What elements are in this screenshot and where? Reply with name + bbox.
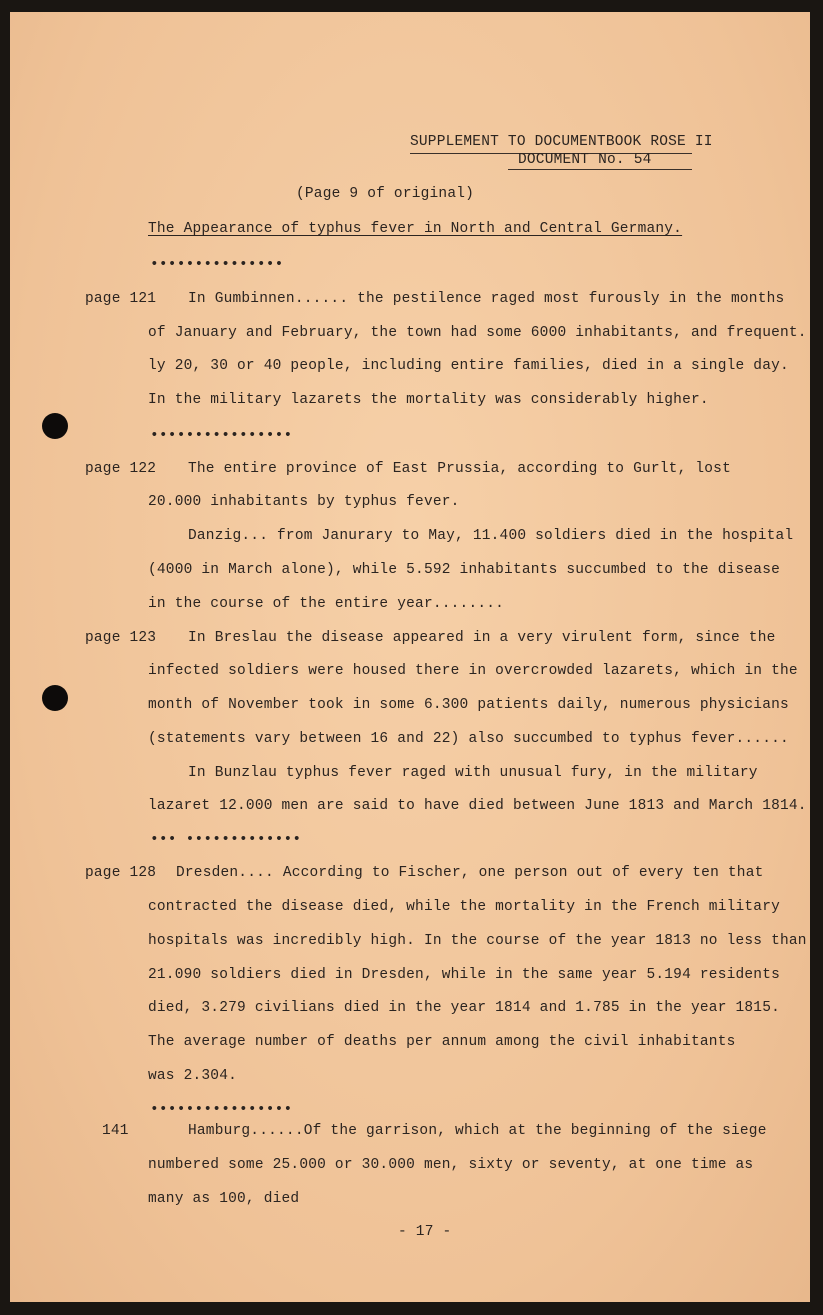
page-reference: (Page 9 of original) (296, 186, 475, 202)
separator: •••••••••••••••• (150, 428, 293, 444)
page-ref-123: page 123 (85, 630, 157, 646)
header-rule (508, 169, 692, 170)
separator: ••• ••••••••••••• (150, 832, 302, 848)
text-line: Danzig... from Janurary to May, 11.400 soldiers died in the hospital (188, 528, 794, 544)
page-number: - 17 - (398, 1224, 452, 1240)
separator: ••••••••••••••• (150, 257, 284, 273)
page-ref-128: page 128 (85, 865, 157, 881)
separator: •••••••••••••••• (150, 1102, 293, 1118)
header-line-1: SUPPLEMENT TO DOCUMENTBOOK ROSE II (410, 134, 713, 150)
document-page (10, 12, 810, 1302)
text-line: of January and February, the town had some 6000 inhabitants, and frequent. (148, 325, 807, 341)
text-line: (4000 in March alone), while 5.592 inhabitants succumbed to the disease (148, 562, 781, 578)
text-line: 20.000 inhabitants by typhus fever. (148, 494, 460, 510)
text-line: The entire province of East Prussia, according to Gurlt, lost (188, 461, 731, 477)
header-line-2: DOCUMENT No. 54 (518, 152, 652, 168)
text-line: month of November took in some 6.300 patients daily, numerous physicians (148, 697, 789, 713)
text-line: hospitals was incredibly high. In the course of the year 1813 no less than (148, 933, 807, 949)
text-line: (statements vary between 16 and 22) also succumbed to typhus fever...... (148, 731, 789, 747)
text-line: contracted the disease died, while the mortality in the French military (148, 899, 781, 915)
text-line: ly 20, 30 or 40 people, including entire families, died in a single day. (148, 358, 789, 374)
text-line: in the course of the entire year........ (148, 596, 505, 612)
text-line: 21.090 soldiers died in Dresden, while in the same year 5.194 residents (148, 967, 781, 983)
text-line: died, 3.279 civilians died in the year 1814 and 1.785 in the year 1815. (148, 1000, 781, 1016)
text-line: numbered some 25.000 or 30.000 men, sixty or seventy, at one time as (148, 1157, 754, 1173)
text-line: Dresden.... According to Fischer, one person out of every ten that (176, 865, 764, 881)
text-line: lazaret 12.000 men are said to have died between June 1813 and March 1814. (148, 798, 807, 814)
text-line: In the military lazarets the mortality was considerably higher. (148, 392, 709, 408)
page-ref-122: page 122 (85, 461, 157, 477)
page-ref-141: 141 (102, 1123, 129, 1139)
text-line: The average number of deaths per annum among the civil inhabitants (148, 1034, 736, 1050)
punch-hole (42, 685, 68, 711)
text-line: many as 100, died (148, 1191, 300, 1207)
text-line: was 2.304. (148, 1068, 238, 1084)
page-ref-121: page 121 (85, 291, 157, 307)
text-line: In Bunzlau typhus fever raged with unusual fury, in the military (188, 765, 758, 781)
punch-hole (42, 413, 68, 439)
text-line: infected soldiers were housed there in overcrowded lazarets, which in the (148, 663, 798, 679)
text-line: In Gumbinnen...... the pestilence raged most furously in the months (188, 291, 785, 307)
text-line: Hamburg......Of the garrison, which at the beginning of the siege (188, 1123, 767, 1139)
document-title: The Appearance of typhus fever in North and Central Germany. (148, 221, 683, 237)
text-line: In Breslau the disease appeared in a very virulent form, since the (188, 630, 776, 646)
